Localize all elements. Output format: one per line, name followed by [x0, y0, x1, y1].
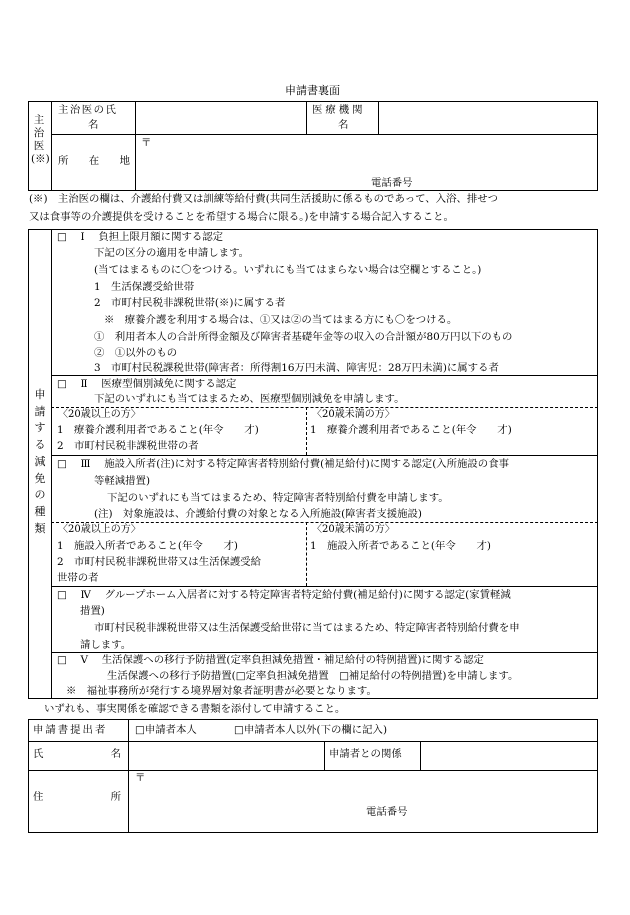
s2-left-1: 1 療養介護利用者であること(年令 才): [57, 424, 259, 436]
s3-left-2: 2 市町村民税非課税世帯又は生活保護受給: [57, 556, 262, 568]
s2-checkbox[interactable]: □: [57, 378, 67, 390]
s2-left-head: 〈20歳以上の方〉: [58, 409, 141, 420]
page-title: 申請書裏面: [285, 84, 340, 97]
s4-title2: 措置): [80, 605, 105, 617]
doctor-name-label-2: 名: [88, 119, 99, 131]
s3-right-1: 1 施設入所者であること(年令 才): [310, 540, 491, 552]
s5-line2: ※ 福祉事務所が発行する境界層対象者証明書が必要となります。: [66, 685, 377, 697]
institution-label-2: 名: [338, 119, 349, 131]
s5-line1: 生活保護への移行予防措置(□定率負担減免措置 □補足給付の特例措置)を申請します。: [107, 670, 519, 682]
doctor-note-line-1: (※) 主治医の欄は、介護給付費又は訓練等給付費(共同生活援助に係るものであって、入浴、排せつ: [29, 193, 499, 205]
postal-mark: 〒: [141, 137, 152, 149]
s4-line1: 市町村民税非課税世帯又は生活保護受給世帯に当てはまるため、特定障害者特別給付費を申: [94, 622, 520, 634]
s1-line1: 下記の区分の適用を申請します。: [94, 247, 250, 259]
s3-left-1: 1 施設入所者であること(年令 才): [57, 540, 238, 552]
s3-title: □ Ⅲ 施設入所者(注)に対する特定障害者特別給付費(補足給付)に関する認定(入所施設の食事: [57, 458, 509, 470]
submitter-option-other[interactable]: □申請者本人以外(下の欄に記入): [234, 724, 388, 736]
s1-title: □ Ⅰ 負担上限月額に関する認定: [57, 231, 224, 243]
institution-label: 医療機関: [312, 104, 366, 116]
s5-title: □ Ⅴ 生活保護への移行予防措置(定率負担減免措置・補足給付の特例措置)に関する認定: [57, 654, 484, 666]
s2-title: □ Ⅱ 医療型個別減免に関する認定: [57, 378, 237, 390]
submitter-postal-mark: 〒: [135, 772, 146, 784]
s1-item1: 1 生活保護受給世帯: [94, 281, 195, 293]
doctor-phone-label: 電話番号: [371, 177, 413, 189]
s1-note: ※ 療養介護を利用する場合は、①又は②の当てはまる方にも〇をつける。: [104, 314, 458, 326]
s3-left-head: 〈20歳以上の方〉: [58, 524, 141, 535]
address-label: 所 在 地: [58, 155, 130, 167]
s2-left-2: 2 市町村民税非課税世帯の者: [57, 440, 199, 452]
s4-line2: 請します。: [80, 639, 132, 651]
s4-title: □ Ⅳ グループホーム入居者に対する特定障害者特定給付費(補足給付)に関する認定(家賃軽減: [57, 589, 511, 601]
s3-checkbox[interactable]: □: [57, 458, 67, 470]
s3-title2: 等軽減措置): [94, 475, 151, 487]
s1-c1: ① 利用者本人の合計所得金額及び障害者基礎年金等の収入の合計額が80万円以下のもの: [94, 331, 513, 343]
relation-label: 申請者との関係: [329, 748, 402, 760]
s1-c2: ② ①以外のもの: [94, 347, 178, 359]
submitter-phone-label: 電話番号: [366, 806, 408, 818]
s2-right-1: 1 療養介護利用者であること(年令 才): [310, 424, 512, 436]
s1-checkbox[interactable]: □: [57, 231, 67, 243]
doctor-side-label: 主治医(※): [31, 114, 50, 166]
submitter-address-label: 住 所: [33, 791, 121, 803]
s2-right-head: 〈20歳未満の方〉: [312, 409, 395, 420]
s5-checkbox[interactable]: □: [57, 654, 67, 666]
s1-line2: (当てはまるものに〇をつける。いずれにも当てはまらない場合は空欄とすること。): [94, 264, 482, 276]
s1-item2: 2 市町村民税非課税世帯(※)に属する者: [94, 297, 286, 309]
attach-note: いずれも、事実関係を確認できる書類を添付して申請すること。: [44, 703, 346, 715]
s2-line1: 下記のいずれにも当てはまるため、医療型個別減免を申請します。: [94, 393, 405, 405]
reduction-side-label: 申請する減免の種類: [34, 388, 46, 535]
submitter-option-self[interactable]: □申請者本人: [135, 724, 197, 736]
s3-line1: 下記のいずれにも当てはまるため、特定障害者特別給付費を申請します。: [107, 492, 449, 504]
s3-right-head: 〈20歳未満の方〉: [312, 524, 395, 535]
s3-left-3: 世帯の者: [57, 572, 99, 584]
submitter-label: 申請書提出者: [33, 724, 108, 736]
submitter-name-label: 氏 名: [33, 748, 121, 760]
s1-item3: 3 市町村民税課税世帯(障害者：所得割16万円未満、障害児：28万円未満)に属する者: [94, 362, 499, 374]
s3-line2: (注) 対象施設は、介護給付費の対象となる入所施設(障害者支援施設): [94, 508, 422, 520]
doctor-name-label: 主治医の氏: [58, 104, 118, 116]
s4-checkbox[interactable]: □: [57, 589, 67, 601]
doctor-note-line-2: 又は食事等の介護提供を受けることを希望する場合に限る。)を申請する場合記入すること。: [29, 211, 454, 223]
